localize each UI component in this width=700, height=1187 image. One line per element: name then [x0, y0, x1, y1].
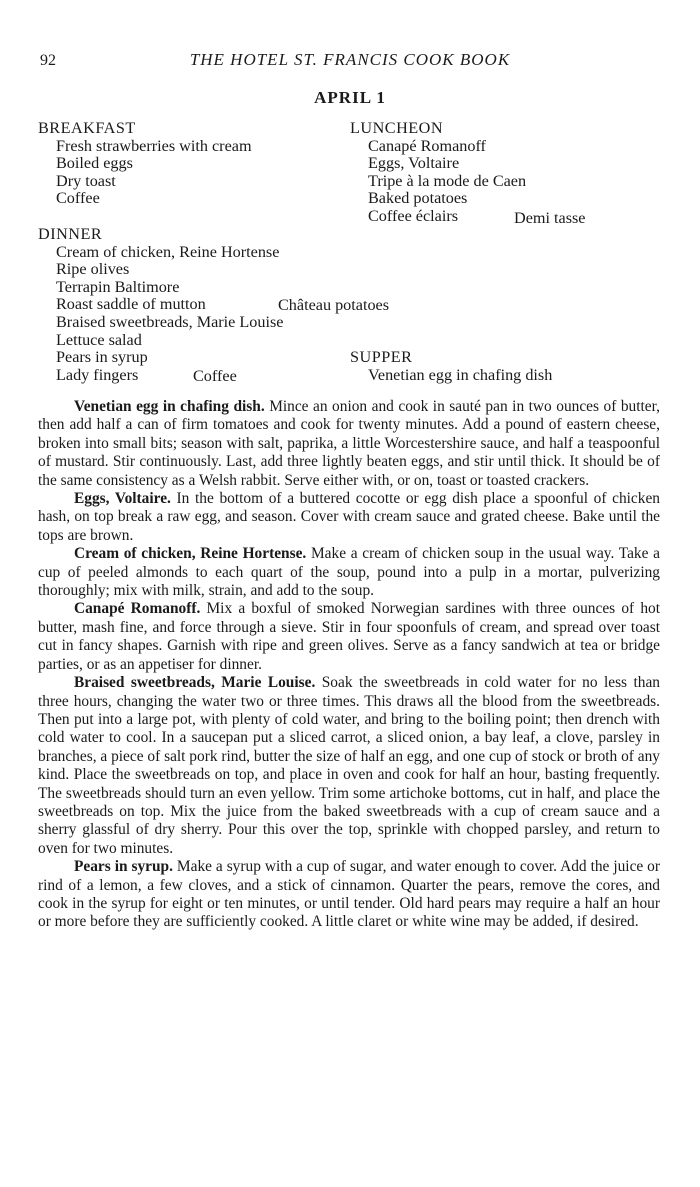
menu-item: Lettuce salad [56, 330, 142, 349]
luncheon-heading: LUNCHEON [350, 119, 444, 137]
menu-item: Pears in syrup [56, 348, 148, 367]
menu-item: Lady fingers [56, 365, 139, 384]
recipe-paragraph [38, 545, 660, 600]
recipe-body: Soak the sweetbreads in cold water for no less than three hours, changing the water two or three times. This draws all the blood from the sweetbreads. Then put into a large pot, with plenty of cold water, and bring to the boiling point; then drench with cold water to cool. In a saucepan put a sliced carrot, a sliced onion, a bay leaf, a clove, parsley in branches, a piece of salt pork rind, butter the size of half an egg, and one cup of stock or broth of any kind. Place the sweetbreads on top, and place in oven and cook for half an hour, basting frequently. The sweetbreads should turn an even yellow. Trim some artichoke bottoms, cut in half, and place the sweetbreads on top. Mix the juice from the baked sweetbreads with a cup of cream sauce and a sherry glassful of dry sherry. Pour this over the top, sprinkle with chopped parsley, and return to oven for two minutes. [38, 674, 660, 857]
menu-item: Coffee [56, 189, 100, 208]
breakfast-heading: BREAKFAST [38, 119, 136, 137]
recipe-body: Make a cream of chicken soup in the usual way. Take a cup of peeled almonds to each quart of the soup, pound into a pulp in a mortar, pulverizing thoroughly; mix with milk, strain, and add to the soup. [38, 545, 660, 600]
recipe-title: Braised sweetbreads, Marie Louise. [74, 674, 316, 692]
running-head: THE HOTEL ST. FRANCIS COOK BOOK [189, 50, 511, 69]
recipe-paragraph [38, 674, 660, 858]
recipe-paragraph [38, 490, 660, 545]
recipe-body: In the bottom of a buttered cocotte or egg dish place a spoonful of chicken hash, on top break a raw egg, and season. Cover with cream sauce and grated cheese. Bake until the tops are brown. [38, 490, 660, 544]
menu-item: Dry toast [56, 171, 116, 190]
menu-item: Coffee éclairs [368, 206, 459, 225]
page-number: 92 [40, 52, 56, 69]
recipe-title: Eggs, Voltaire. [74, 490, 171, 508]
luncheon-extra-item: Demi tasse [514, 209, 586, 227]
recipe-paragraph [38, 600, 660, 674]
menu-item: Ripe olives [56, 260, 130, 279]
menu-item: Canapé Romanoff [368, 136, 486, 155]
recipe-title: Cream of chicken, Reine Hortense. [74, 545, 307, 563]
menu-item: Eggs, Voltaire [368, 154, 460, 173]
menu-item: Braised sweetbreads, Marie Louise [56, 312, 284, 331]
breakfast-menu [38, 120, 252, 208]
recipe-title: Venetian egg in chafing dish. [74, 398, 265, 415]
menu-item: Venetian egg in chafing dish [368, 365, 553, 384]
menu-item: Roast saddle of mutton [56, 295, 206, 314]
luncheon-menu [350, 120, 526, 226]
recipe-body: Make a syrup with a cup of sugar, and water enough to cover. Add the juice or rind of a lemon, a few cloves, and a stick of cinnamon. Quarter the pears, remove the cores, and cook in the syrup for eight or ten minutes, or until tender. Old hard pears may require a half an hour or more before they are sufficiently cooked. A little claret or white wine may be added, if desired. [38, 858, 660, 931]
dinner-heading: DINNER [38, 225, 103, 243]
menu-item: Terrapin Baltimore [56, 277, 180, 296]
recipe-paragraph [38, 398, 660, 490]
recipe-text [38, 398, 660, 932]
recipe-title: Canapé Romanoff. [74, 600, 201, 618]
recipe-body: Mince an onion and cook in sauté pan in two ounces of butter, then add half a can of firm tomatoes and cook for twenty minutes. Add a pound of eastern cheese, broken into small bits; season with salt, paprika, a little Worcestershire sauce, and half a teaspoonful of mustard. Stir continuously. Last, add three lightly beaten eggs, and stir until thick. It should be of the same consistency as a Welsh rabbit. Serve either with, or on, toast or toasted crackers. [38, 398, 660, 489]
recipe-title: Pears in syrup. [74, 858, 173, 876]
supper-menu [350, 349, 552, 384]
menu-item: Tripe à la mode de Caen [368, 171, 527, 190]
menu-item: Boiled eggs [56, 154, 133, 173]
menu-item: Cream of chicken, Reine Hortense [56, 242, 280, 261]
recipe-paragraph [38, 858, 660, 932]
dinner-extra-item: Château potatoes [278, 296, 390, 314]
menu-item: Baked potatoes [368, 189, 468, 208]
recipe-body: Mix a boxful of smoked Norwegian sardines with three ounces of hot butter, mash fine, and force through a sieve. Stir in four spoonfuls of cream, and spread over toast cut in fancy shapes. Garnish with ripe and green olives. Serve as a fancy sandwich at tea or bridge parties, or as an appetiser for dinner. [38, 600, 660, 673]
menu-item: Fresh strawberries with cream [56, 136, 252, 155]
menu-date: APRIL 1 [314, 88, 386, 107]
dinner-menu [38, 226, 283, 384]
supper-heading: SUPPER [350, 348, 413, 366]
dinner-extra-item: Coffee [193, 367, 237, 385]
